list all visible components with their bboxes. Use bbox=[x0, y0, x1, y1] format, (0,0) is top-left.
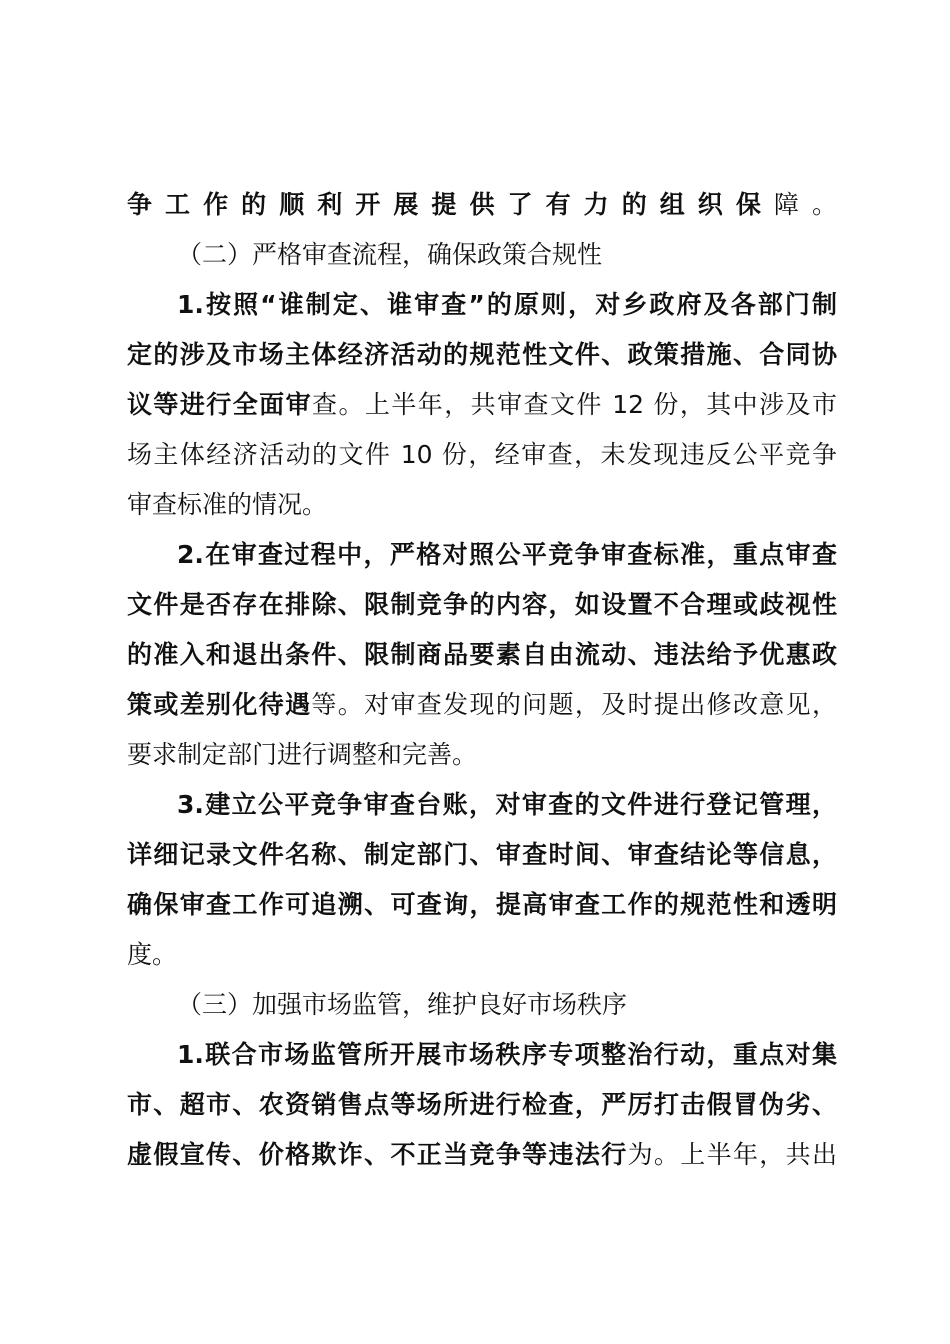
text-line: 1.联合市场监管所开展市场秩序专项整治行动，重点对集 bbox=[177, 1040, 837, 1069]
text-line: 议等进行全面审查。上半年，共审查文件 12 份，其中涉及市 bbox=[127, 390, 837, 419]
text-line: 要求制定部门进行调整和完善。 bbox=[127, 740, 478, 769]
text-line: 争工作的顺利开展提供了有力的组织保障。 bbox=[127, 190, 837, 219]
text-line: 审查标准的情况。 bbox=[127, 490, 328, 519]
section-heading: （二）严格审查流程，确保政策合规性 bbox=[177, 240, 603, 269]
text-line: 详细记录文件名称、制定部门、审查时间、审查结论等信息， bbox=[127, 840, 837, 869]
text-line: 度。 bbox=[127, 940, 178, 969]
text-line: 确保审查工作可追溯、可查询，提高审查工作的规范性和透明 bbox=[127, 890, 837, 919]
text-line: 1.按照“谁制定、谁审查”的原则，对乡政府及各部门制 bbox=[177, 290, 837, 319]
text-line: 2.在审查过程中，严格对照公平竞争审查标准，重点审查 bbox=[177, 540, 837, 569]
section-heading: （三）加强市场监管，维护良好市场秩序 bbox=[177, 990, 628, 1019]
text-line: 的准入和退出条件、限制商品要素自由流动、违法给予优惠政 bbox=[127, 640, 837, 669]
text-line: 策或差别化待遇等。对审查发现的问题，及时提出修改意见， bbox=[127, 690, 837, 719]
text-line: 场主体经济活动的文件 10 份，经审查，未发现违反公平竞争 bbox=[127, 440, 837, 469]
text-line: 定的涉及市场主体经济活动的规范性文件、政策措施、合同协 bbox=[127, 340, 837, 369]
text-line: 市、超市、农资销售点等场所进行检查，严厉打击假冒伪劣、 bbox=[127, 1090, 837, 1119]
text-line: 虚假宣传、价格欺诈、不正当竞争等违法行为。上半年，共出 bbox=[127, 1140, 837, 1169]
text-line: 3.建立公平竞争审查台账，对审查的文件进行登记管理， bbox=[177, 790, 837, 819]
text-line: 文件是否存在排除、限制竞争的内容，如设置不合理或歧视性 bbox=[127, 590, 837, 619]
